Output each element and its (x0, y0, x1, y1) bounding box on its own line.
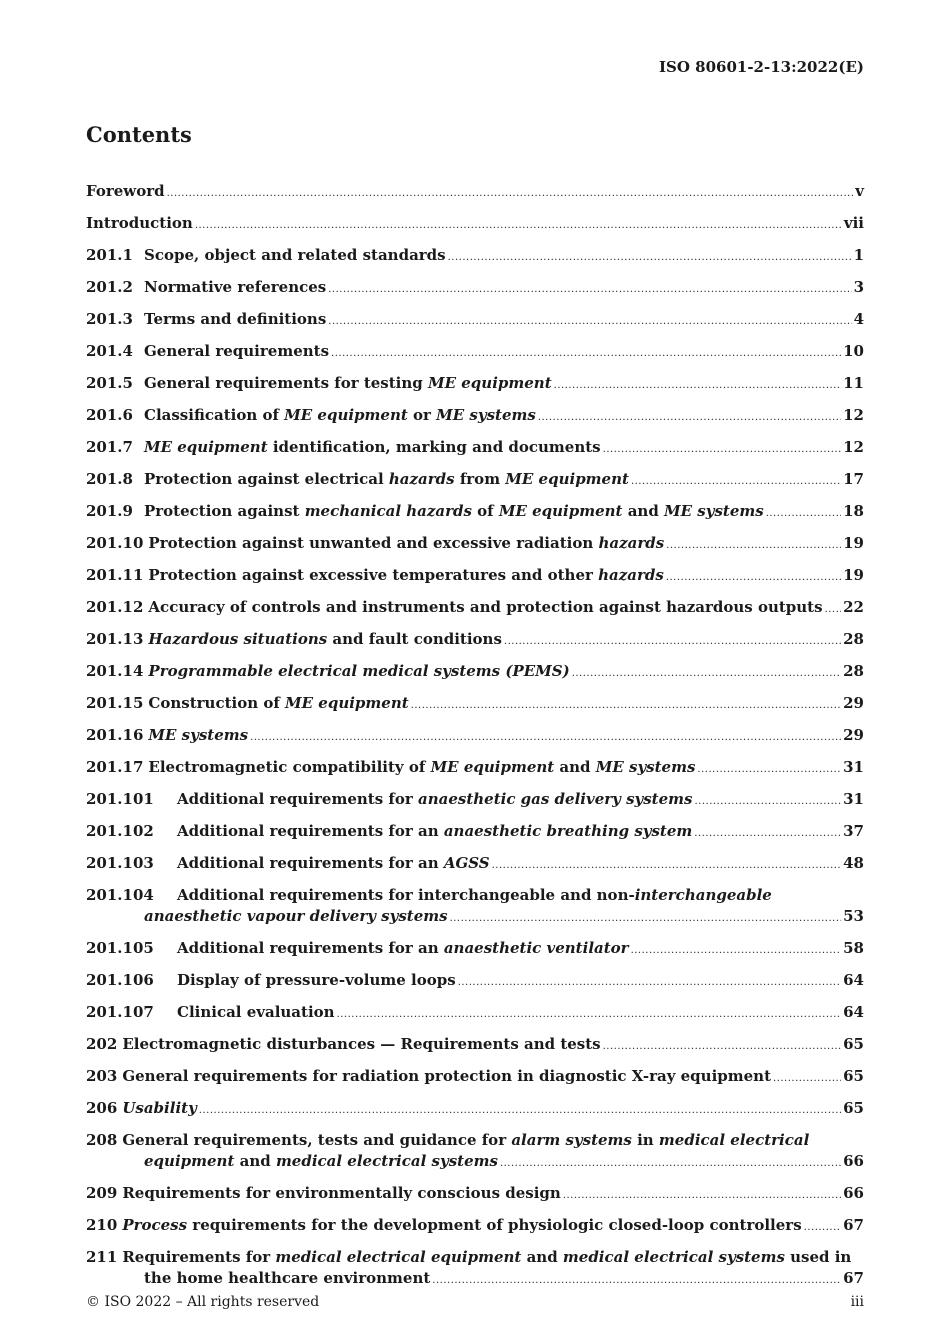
toc-title-part: Electromagnetic compatibility of (148, 758, 431, 776)
toc-entry[interactable] (86, 1183, 864, 1206)
toc-page-number: 4 (853, 310, 864, 328)
toc-section-number: 201.9 (86, 502, 133, 520)
toc-leader-dots (167, 183, 854, 204)
toc-title-part: General requirements for testing (144, 374, 428, 392)
toc-title-part: the home healthcare environment (144, 1269, 431, 1287)
toc-title (177, 1002, 335, 1023)
toc-entry[interactable] (86, 725, 864, 748)
toc-page-number: 11 (843, 374, 864, 392)
toc-page-number: 31 (843, 790, 864, 808)
toc-leader-dots (500, 1153, 841, 1174)
toc-title (122, 1034, 600, 1055)
toc-page-number: 17 (843, 470, 864, 488)
toc-entry[interactable] (86, 341, 864, 364)
toc-page-number: 18 (843, 502, 864, 520)
toc-page-number: 12 (843, 438, 864, 456)
toc-title-part: ME equipment (428, 374, 552, 392)
toc-page-number: 65 (843, 1035, 864, 1053)
toc-section-number: 208 (86, 1131, 118, 1149)
toc-leader-dots (563, 1185, 841, 1206)
toc-title-part: Requirements for environmentally conscious design (122, 1184, 561, 1202)
toc-title-part: medical electrical (658, 1131, 810, 1149)
toc-title-part: Additional requirements for interchangeable and non- (177, 886, 635, 904)
toc-title (144, 277, 326, 298)
toc-leader-dots (328, 279, 851, 300)
toc-title-part: Foreword (86, 182, 165, 200)
toc-title-part: used in (784, 1248, 852, 1266)
toc-page-number: 22 (843, 598, 864, 616)
toc-title (122, 1183, 561, 1204)
toc-page-number: 29 (843, 694, 864, 712)
toc-title-part: ME equipment (284, 406, 408, 424)
toc-title-part: Additional requirements for an (177, 854, 444, 872)
toc-title-part: anaesthetic breathing system (443, 822, 693, 840)
toc-entry[interactable] (86, 245, 864, 268)
toc-entry[interactable] (86, 181, 864, 204)
toc-title (86, 181, 165, 202)
toc-title-continued (144, 1268, 430, 1289)
toc-section-number: 201.2 (86, 278, 133, 296)
toc-section-number: 201.15 (86, 694, 144, 712)
toc-title-part: ME equipment (498, 502, 623, 520)
toc-page-number: 10 (843, 342, 864, 360)
toc-leader-dots (337, 1004, 842, 1025)
toc-title (122, 1247, 851, 1268)
toc-leader-dots (572, 663, 841, 684)
toc-title (177, 853, 490, 874)
toc-section-number: 201.14 (86, 662, 144, 680)
toc-title-part: Hazardous situations (148, 630, 328, 648)
toc-title-part: ME equipment (505, 470, 629, 488)
toc-page-number: 12 (843, 406, 864, 424)
toc-page-number: 64 (843, 971, 864, 989)
toc-leader-dots (504, 631, 841, 652)
toc-entry[interactable] (86, 277, 864, 300)
toc-title-part: Additional requirements for an (177, 822, 444, 840)
toc-title-part: Terms and definitions (144, 310, 327, 328)
toc-leader-dots (432, 1270, 841, 1291)
toc-title-part: from (454, 470, 506, 488)
toc-entry[interactable] (86, 757, 864, 780)
toc-title-part: ME equipment (430, 758, 555, 776)
toc-leader-dots (804, 1217, 841, 1238)
toc-title-part: and (622, 502, 665, 520)
toc-section-number: 201.11 (86, 566, 144, 584)
toc-title (177, 885, 772, 906)
toc-page-number: 65 (843, 1099, 864, 1117)
document-id: ISO 80601-2-13:2022(E) (659, 58, 864, 76)
toc-page-number: 28 (843, 662, 864, 680)
toc-title-part: ME systems (436, 406, 536, 424)
toc-title (122, 1215, 801, 1236)
toc-entry[interactable] (86, 1034, 864, 1057)
toc-title (122, 1098, 196, 1119)
toc-leader-dots (411, 695, 841, 716)
toc-entry[interactable] (86, 1130, 864, 1174)
toc-title-part: interchangeable (634, 886, 772, 904)
toc-title-continued (144, 906, 448, 927)
toc-title (148, 725, 248, 746)
toc-leader-dots (448, 247, 852, 268)
page-number: iii (850, 1294, 864, 1310)
page-title: Contents (86, 122, 192, 147)
toc-title-part: and (521, 1248, 563, 1266)
toc-title-part: and (554, 758, 596, 776)
toc-page-number: 37 (843, 822, 864, 840)
toc-title-part: Clinical evaluation (177, 1003, 335, 1021)
toc-section-number: 201.13 (86, 630, 144, 648)
toc-title-part: Classification of (144, 406, 285, 424)
toc-entry[interactable] (86, 629, 864, 652)
toc-section-number: 209 (86, 1184, 118, 1202)
toc-section-number: 201.10 (86, 534, 144, 552)
toc-entry[interactable] (86, 1066, 864, 1089)
toc-title-part: or (407, 406, 437, 424)
toc-leader-dots (538, 407, 841, 428)
toc-title-part: Additional requirements for an (177, 939, 444, 957)
toc-leader-dots (631, 940, 842, 961)
toc-section-number: 206 (86, 1099, 118, 1117)
toc-page-number: 19 (843, 566, 864, 584)
toc-title-part: AGSS (443, 854, 490, 872)
toc-title-part: ME systems (595, 758, 696, 776)
toc-title-part: Protection against electrical (144, 470, 389, 488)
toc-title-part: medical electrical systems (275, 1152, 498, 1170)
toc-entry[interactable] (86, 853, 864, 876)
toc-section-number: 201.5 (86, 374, 133, 392)
toc-title-part: and (234, 1152, 276, 1170)
toc-title-part: anaesthetic gas delivery systems (417, 790, 693, 808)
toc-leader-dots (666, 567, 841, 588)
toc-page-number: 48 (843, 854, 864, 872)
toc-title-part: Usability (122, 1099, 197, 1117)
toc-entry[interactable] (86, 1247, 864, 1291)
toc-title-part: ME equipment (144, 438, 268, 456)
toc-title-part: anaesthetic vapour delivery systems (144, 907, 448, 925)
toc-title-part: Protection against unwanted and excessive radiation (148, 534, 599, 552)
toc-title (86, 213, 193, 234)
toc-entry[interactable] (86, 373, 864, 396)
table-of-contents (86, 181, 864, 1300)
toc-section-number: 201.101 (86, 790, 154, 808)
toc-page-number: 64 (843, 1003, 864, 1021)
toc-entry[interactable] (86, 693, 864, 716)
toc-entry[interactable] (86, 970, 864, 993)
toc-entry[interactable] (86, 405, 864, 428)
toc-entry[interactable] (86, 469, 864, 492)
toc-title-part: Electromagnetic disturbances — Requirements and tests (122, 1035, 601, 1053)
toc-leader-dots (666, 535, 841, 556)
toc-title-part: identification, marking and documents (267, 438, 601, 456)
toc-page-number: 66 (843, 1152, 864, 1170)
toc-section-number: 203 (86, 1067, 118, 1085)
toc-page-number: vii (843, 214, 864, 232)
toc-leader-dots (458, 972, 841, 993)
toc-title (144, 341, 329, 362)
toc-title-part: equipment (144, 1152, 235, 1170)
toc-entry[interactable] (86, 533, 864, 556)
toc-leader-dots (195, 215, 842, 236)
toc-title (148, 533, 664, 554)
copyright-notice: © ISO 2022 – All rights reserved (86, 1294, 320, 1310)
toc-section-number: 201.105 (86, 939, 154, 957)
toc-section-number: 201.103 (86, 854, 154, 872)
toc-section-number: 201.6 (86, 406, 133, 424)
toc-page-number: 31 (843, 758, 864, 776)
toc-title (177, 821, 692, 842)
toc-title (144, 373, 552, 394)
toc-section-number: 201.12 (86, 598, 144, 616)
toc-section-number: 211 (86, 1248, 118, 1266)
toc-title-part: Accuracy of controls and instruments and protection against hazardous outputs (148, 598, 823, 616)
toc-entry[interactable] (86, 821, 864, 844)
toc-title-part: General requirements for radiation protection in diagnostic X-ray equipment (122, 1067, 772, 1085)
toc-title (122, 1066, 771, 1087)
toc-leader-dots (328, 311, 851, 332)
toc-entry[interactable] (86, 309, 864, 332)
toc-page-number: 19 (843, 534, 864, 552)
toc-title-part: Protection against excessive temperatures and other (148, 566, 599, 584)
toc-page-number: 3 (853, 278, 864, 296)
toc-page-number: v (855, 182, 864, 200)
toc-title (177, 938, 629, 959)
toc-entry[interactable] (86, 213, 864, 236)
toc-section-number: 201.3 (86, 310, 133, 328)
toc-page-number: 66 (843, 1184, 864, 1202)
toc-title-part: Construction of (148, 694, 286, 712)
toc-entry[interactable] (86, 789, 864, 812)
toc-title-part: mechanical hazards (304, 502, 472, 520)
toc-leader-dots (250, 727, 841, 748)
toc-title (148, 757, 695, 778)
toc-entry[interactable] (86, 661, 864, 684)
toc-leader-dots (199, 1100, 841, 1121)
toc-leader-dots (697, 759, 841, 780)
toc-title (144, 405, 536, 426)
toc-page-number: 58 (843, 939, 864, 957)
toc-section-number: 201.106 (86, 971, 154, 989)
toc-section-number: 201.17 (86, 758, 144, 776)
toc-section-number: 201.16 (86, 726, 144, 744)
toc-leader-dots (825, 599, 842, 620)
toc-section-number: 201.107 (86, 1003, 154, 1021)
toc-leader-dots (631, 471, 841, 492)
toc-title-part: ME systems (148, 726, 249, 744)
toc-title (177, 970, 456, 991)
toc-title (148, 565, 663, 586)
toc-title-part: Scope, object and related standards (144, 246, 446, 264)
toc-entry[interactable] (86, 1098, 864, 1121)
toc-title-part: and fault conditions (327, 630, 502, 648)
toc-leader-dots (603, 1036, 842, 1057)
toc-section-number: 210 (86, 1216, 118, 1234)
toc-title-part: Programmable electrical medical systems (PEMS) (148, 662, 570, 680)
toc-title (144, 501, 764, 522)
toc-title (144, 469, 629, 490)
toc-title-part: requirements for the development of physiologic closed-loop controllers (187, 1216, 802, 1234)
toc-title-part: alarm systems (511, 1131, 632, 1149)
toc-section-number: 201.7 (86, 438, 133, 456)
toc-section-number: 202 (86, 1035, 118, 1053)
toc-page-number: 29 (843, 726, 864, 744)
toc-title (148, 693, 408, 714)
toc-section-number: 201.1 (86, 246, 133, 264)
toc-leader-dots (766, 503, 841, 524)
toc-title (144, 245, 446, 266)
toc-page-number: 67 (843, 1216, 864, 1234)
toc-entry[interactable] (86, 565, 864, 588)
toc-section-number: 201.8 (86, 470, 133, 488)
toc-section-number: 201.4 (86, 342, 133, 360)
toc-title-part: ME systems (664, 502, 764, 520)
toc-title (148, 629, 501, 650)
toc-entry[interactable] (86, 437, 864, 460)
toc-page-number: 65 (843, 1067, 864, 1085)
toc-entry[interactable] (86, 597, 864, 620)
toc-entry[interactable] (86, 885, 864, 929)
toc-title (144, 309, 326, 330)
toc-section-number: 201.104 (86, 886, 154, 904)
toc-title-continued (144, 1151, 498, 1172)
toc-entry[interactable] (86, 938, 864, 961)
toc-title (148, 661, 569, 682)
toc-leader-dots (450, 908, 842, 929)
toc-leader-dots (603, 439, 841, 460)
toc-page-number: 1 (853, 246, 864, 264)
toc-title-part: hazards (598, 566, 664, 584)
toc-title-part: medical electrical equipment (275, 1248, 522, 1266)
toc-leader-dots (694, 791, 841, 812)
toc-title-part: Display of pressure-volume loops (177, 971, 456, 989)
toc-leader-dots (694, 823, 841, 844)
toc-title (122, 1130, 809, 1151)
toc-leader-dots (554, 375, 841, 396)
toc-page-number: 67 (843, 1269, 864, 1287)
toc-title-part: medical electrical systems (562, 1248, 785, 1266)
toc-title-part: anaesthetic ventilator (443, 939, 629, 957)
toc-title-part: of (471, 502, 499, 520)
toc-title (177, 789, 692, 810)
toc-title-part: Process (122, 1216, 188, 1234)
toc-leader-dots (492, 855, 842, 876)
toc-title-part: in (631, 1131, 659, 1149)
toc-title-part: Requirements for (122, 1248, 276, 1266)
toc-leader-dots (773, 1068, 841, 1089)
toc-title-part: General requirements, tests and guidance for (122, 1131, 512, 1149)
toc-title (144, 437, 601, 458)
toc-title-part: Protection against (144, 502, 305, 520)
toc-title-part: General requirements (144, 342, 330, 360)
toc-leader-dots (331, 343, 841, 364)
toc-title-part: Additional requirements for (177, 790, 418, 808)
toc-title (148, 597, 822, 618)
toc-section-number: 201.102 (86, 822, 154, 840)
toc-page-number: 28 (843, 630, 864, 648)
toc-title-part: Introduction (86, 214, 193, 232)
toc-entry[interactable] (86, 1002, 864, 1025)
toc-entry[interactable] (86, 1215, 864, 1238)
toc-page-number: 53 (843, 907, 864, 925)
toc-entry[interactable] (86, 501, 864, 524)
toc-title-part: Normative references (144, 278, 327, 296)
toc-title-part: ME equipment (285, 694, 409, 712)
toc-title-part: hazards (388, 470, 455, 488)
toc-title-part: hazards (598, 534, 665, 552)
